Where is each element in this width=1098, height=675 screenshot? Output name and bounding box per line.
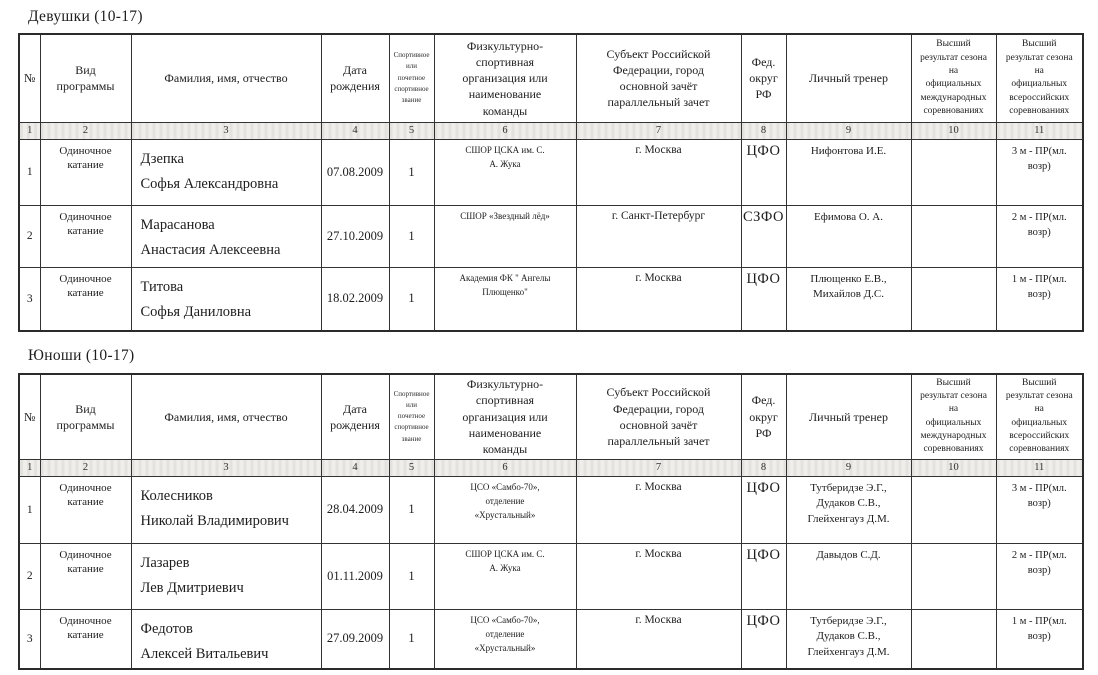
cell-intl-result bbox=[911, 543, 996, 609]
cell-program: Одиночное катание bbox=[40, 476, 131, 543]
col-number: 7 bbox=[576, 122, 741, 139]
cell-program: Одиночное катание bbox=[40, 543, 131, 609]
boys-table bbox=[18, 373, 1084, 670]
cell-sport-rank: 1 bbox=[389, 139, 434, 205]
cell-organization: СШОР ЦСКА им. С. А. Жука bbox=[434, 139, 576, 205]
cell-birth-date: 01.11.2009 bbox=[321, 543, 389, 609]
cell-row-number: 1 bbox=[19, 476, 40, 543]
col-header-personal-coach: Личный тренер bbox=[786, 34, 911, 122]
cell-region: г. Москва bbox=[576, 476, 741, 543]
col-number: 10 bbox=[911, 122, 996, 139]
col-header-region: Субъект Российской Федерации, город основной зачёт параллельный зачет bbox=[576, 34, 741, 122]
cell-sport-rank: 1 bbox=[389, 267, 434, 331]
col-number: 1 bbox=[19, 459, 40, 476]
cell-program: Одиночное катание bbox=[40, 205, 131, 267]
cell-program: Одиночное катание bbox=[40, 267, 131, 331]
cell-personal-coach: Плющенко Е.В., Михайлов Д.С. bbox=[786, 267, 911, 331]
col-number: 9 bbox=[786, 122, 911, 139]
cell-personal-coach: Тутберидзе Э.Г., Дудаков С.В., Глейхенгауз Д.М. bbox=[786, 609, 911, 669]
section-title-girls: Девушки (10-17) bbox=[28, 8, 143, 25]
cell-organization: ЦСО «Самбо-70», отделение «Хрустальный» bbox=[434, 476, 576, 543]
cell-national-result: 1 м - ПР(мл. возр) bbox=[996, 267, 1083, 331]
col-header-program: Вид программы bbox=[40, 34, 131, 122]
col-number: 2 bbox=[40, 459, 131, 476]
cell-athlete-name: Лазарев Лев Дмитриевич bbox=[131, 543, 321, 609]
cell-organization: СШОР ЦСКА им. С. А. Жука bbox=[434, 543, 576, 609]
col-header-organization: Физкультурно- спортивная организация или наименование команды bbox=[434, 34, 576, 122]
col-header-birth-date: Дата рождения bbox=[321, 34, 389, 122]
cell-national-result: 3 м - ПР(мл. возр) bbox=[996, 476, 1083, 543]
col-number: 5 bbox=[389, 122, 434, 139]
cell-intl-result bbox=[911, 267, 996, 331]
col-number: 8 bbox=[741, 122, 786, 139]
col-header-region: Субъект Российской Федерации, город основной зачёт параллельный зачет bbox=[576, 374, 741, 459]
cell-organization: СШОР «Звездный лёд» bbox=[434, 205, 576, 267]
cell-sport-rank: 1 bbox=[389, 543, 434, 609]
col-number: 3 bbox=[131, 459, 321, 476]
cell-personal-coach: Давыдов С.Д. bbox=[786, 543, 911, 609]
cell-region: г. Москва bbox=[576, 139, 741, 205]
col-header-program: Вид программы bbox=[40, 374, 131, 459]
cell-federal-district: СЗФО bbox=[741, 205, 786, 267]
cell-intl-result bbox=[911, 205, 996, 267]
col-number: 11 bbox=[996, 459, 1083, 476]
cell-national-result: 1 м - ПР(мл. возр) bbox=[996, 609, 1083, 669]
cell-birth-date: 07.08.2009 bbox=[321, 139, 389, 205]
col-header-organization: Физкультурно- спортивная организация или наименование команды bbox=[434, 374, 576, 459]
cell-national-result: 2 м - ПР(мл. возр) bbox=[996, 205, 1083, 267]
col-header-national-result: Высший результат сезона на официальных всероссийских соревнованиях bbox=[996, 34, 1083, 122]
cell-personal-coach: Нифонтова И.Е. bbox=[786, 139, 911, 205]
col-header-national-result: Высший результат сезона на официальных всероссийских соревнованиях bbox=[996, 374, 1083, 459]
cell-region: г. Санкт-Петербург bbox=[576, 205, 741, 267]
cell-organization: Академия ФК " Ангелы Плющенко" bbox=[434, 267, 576, 331]
col-header-sport-title: Спортивное или почетное спортивное звание bbox=[389, 374, 434, 459]
cell-athlete-name: Федотов Алексей Витальевич bbox=[131, 609, 321, 669]
cell-athlete-name: Марасанова Анастасия Алексеевна bbox=[131, 205, 321, 267]
cell-federal-district: ЦФО bbox=[741, 139, 786, 205]
table-row bbox=[19, 205, 1083, 267]
col-number: 4 bbox=[321, 122, 389, 139]
table-row bbox=[19, 543, 1083, 609]
col-header-federal-district: Фед. округ РФ bbox=[741, 34, 786, 122]
cell-athlete-name: Дзепка Софья Александровна bbox=[131, 139, 321, 205]
col-number: 2 bbox=[40, 122, 131, 139]
cell-program: Одиночное катание bbox=[40, 609, 131, 669]
cell-birth-date: 18.02.2009 bbox=[321, 267, 389, 331]
cell-personal-coach: Тутберидзе Э.Г., Дудаков С.В., Глейхенгауз Д.М. bbox=[786, 476, 911, 543]
cell-federal-district: ЦФО bbox=[741, 543, 786, 609]
cell-federal-district: ЦФО bbox=[741, 609, 786, 669]
cell-row-number: 2 bbox=[19, 543, 40, 609]
table-row bbox=[19, 476, 1083, 543]
col-header-personal-coach: Личный тренер bbox=[786, 374, 911, 459]
cell-row-number: 3 bbox=[19, 267, 40, 331]
cell-national-result: 3 м - ПР(мл. возр) bbox=[996, 139, 1083, 205]
cell-program: Одиночное катание bbox=[40, 139, 131, 205]
table-row bbox=[19, 267, 1083, 331]
cell-organization: ЦСО «Самбо-70», отделение «Хрустальный» bbox=[434, 609, 576, 669]
cell-birth-date: 28.04.2009 bbox=[321, 476, 389, 543]
col-number: 5 bbox=[389, 459, 434, 476]
col-number: 11 bbox=[996, 122, 1083, 139]
cell-athlete-name: Колесников Николай Владимирович bbox=[131, 476, 321, 543]
cell-region: г. Москва bbox=[576, 609, 741, 669]
girls-table bbox=[18, 33, 1084, 332]
col-header-birth-date: Дата рождения bbox=[321, 374, 389, 459]
col-header-number: № bbox=[19, 34, 40, 122]
col-number: 8 bbox=[741, 459, 786, 476]
cell-national-result: 2 м - ПР(мл. возр) bbox=[996, 543, 1083, 609]
col-number: 1 bbox=[19, 122, 40, 139]
table-row bbox=[19, 139, 1083, 205]
section-title-boys: Юноши (10-17) bbox=[28, 347, 135, 364]
cell-federal-district: ЦФО bbox=[741, 476, 786, 543]
col-number: 9 bbox=[786, 459, 911, 476]
cell-row-number: 3 bbox=[19, 609, 40, 669]
col-number: 4 bbox=[321, 459, 389, 476]
col-number: 3 bbox=[131, 122, 321, 139]
col-header-full-name: Фамилия, имя, отчество bbox=[131, 34, 321, 122]
cell-federal-district: ЦФО bbox=[741, 267, 786, 331]
col-header-federal-district: Фед. округ РФ bbox=[741, 374, 786, 459]
cell-athlete-name: Титова Софья Даниловна bbox=[131, 267, 321, 331]
cell-intl-result bbox=[911, 476, 996, 543]
cell-row-number: 1 bbox=[19, 139, 40, 205]
cell-region: г. Москва bbox=[576, 267, 741, 331]
cell-birth-date: 27.09.2009 bbox=[321, 609, 389, 669]
col-number: 7 bbox=[576, 459, 741, 476]
cell-birth-date: 27.10.2009 bbox=[321, 205, 389, 267]
col-number: 6 bbox=[434, 459, 576, 476]
col-header-number: № bbox=[19, 374, 40, 459]
cell-sport-rank: 1 bbox=[389, 205, 434, 267]
col-header-intl-result: Высший результат сезона на официальных международных соревнованиях bbox=[911, 34, 996, 122]
table-row bbox=[19, 609, 1083, 669]
cell-personal-coach: Ефимова О. А. bbox=[786, 205, 911, 267]
cell-intl-result bbox=[911, 139, 996, 205]
cell-sport-rank: 1 bbox=[389, 609, 434, 669]
cell-sport-rank: 1 bbox=[389, 476, 434, 543]
col-number: 10 bbox=[911, 459, 996, 476]
col-header-intl-result: Высший результат сезона на официальных международных соревнованиях bbox=[911, 374, 996, 459]
col-header-sport-title: Спортивное или почетное спортивное звание bbox=[389, 34, 434, 122]
cell-intl-result bbox=[911, 609, 996, 669]
cell-region: г. Москва bbox=[576, 543, 741, 609]
cell-row-number: 2 bbox=[19, 205, 40, 267]
col-header-full-name: Фамилия, имя, отчество bbox=[131, 374, 321, 459]
col-number: 6 bbox=[434, 122, 576, 139]
